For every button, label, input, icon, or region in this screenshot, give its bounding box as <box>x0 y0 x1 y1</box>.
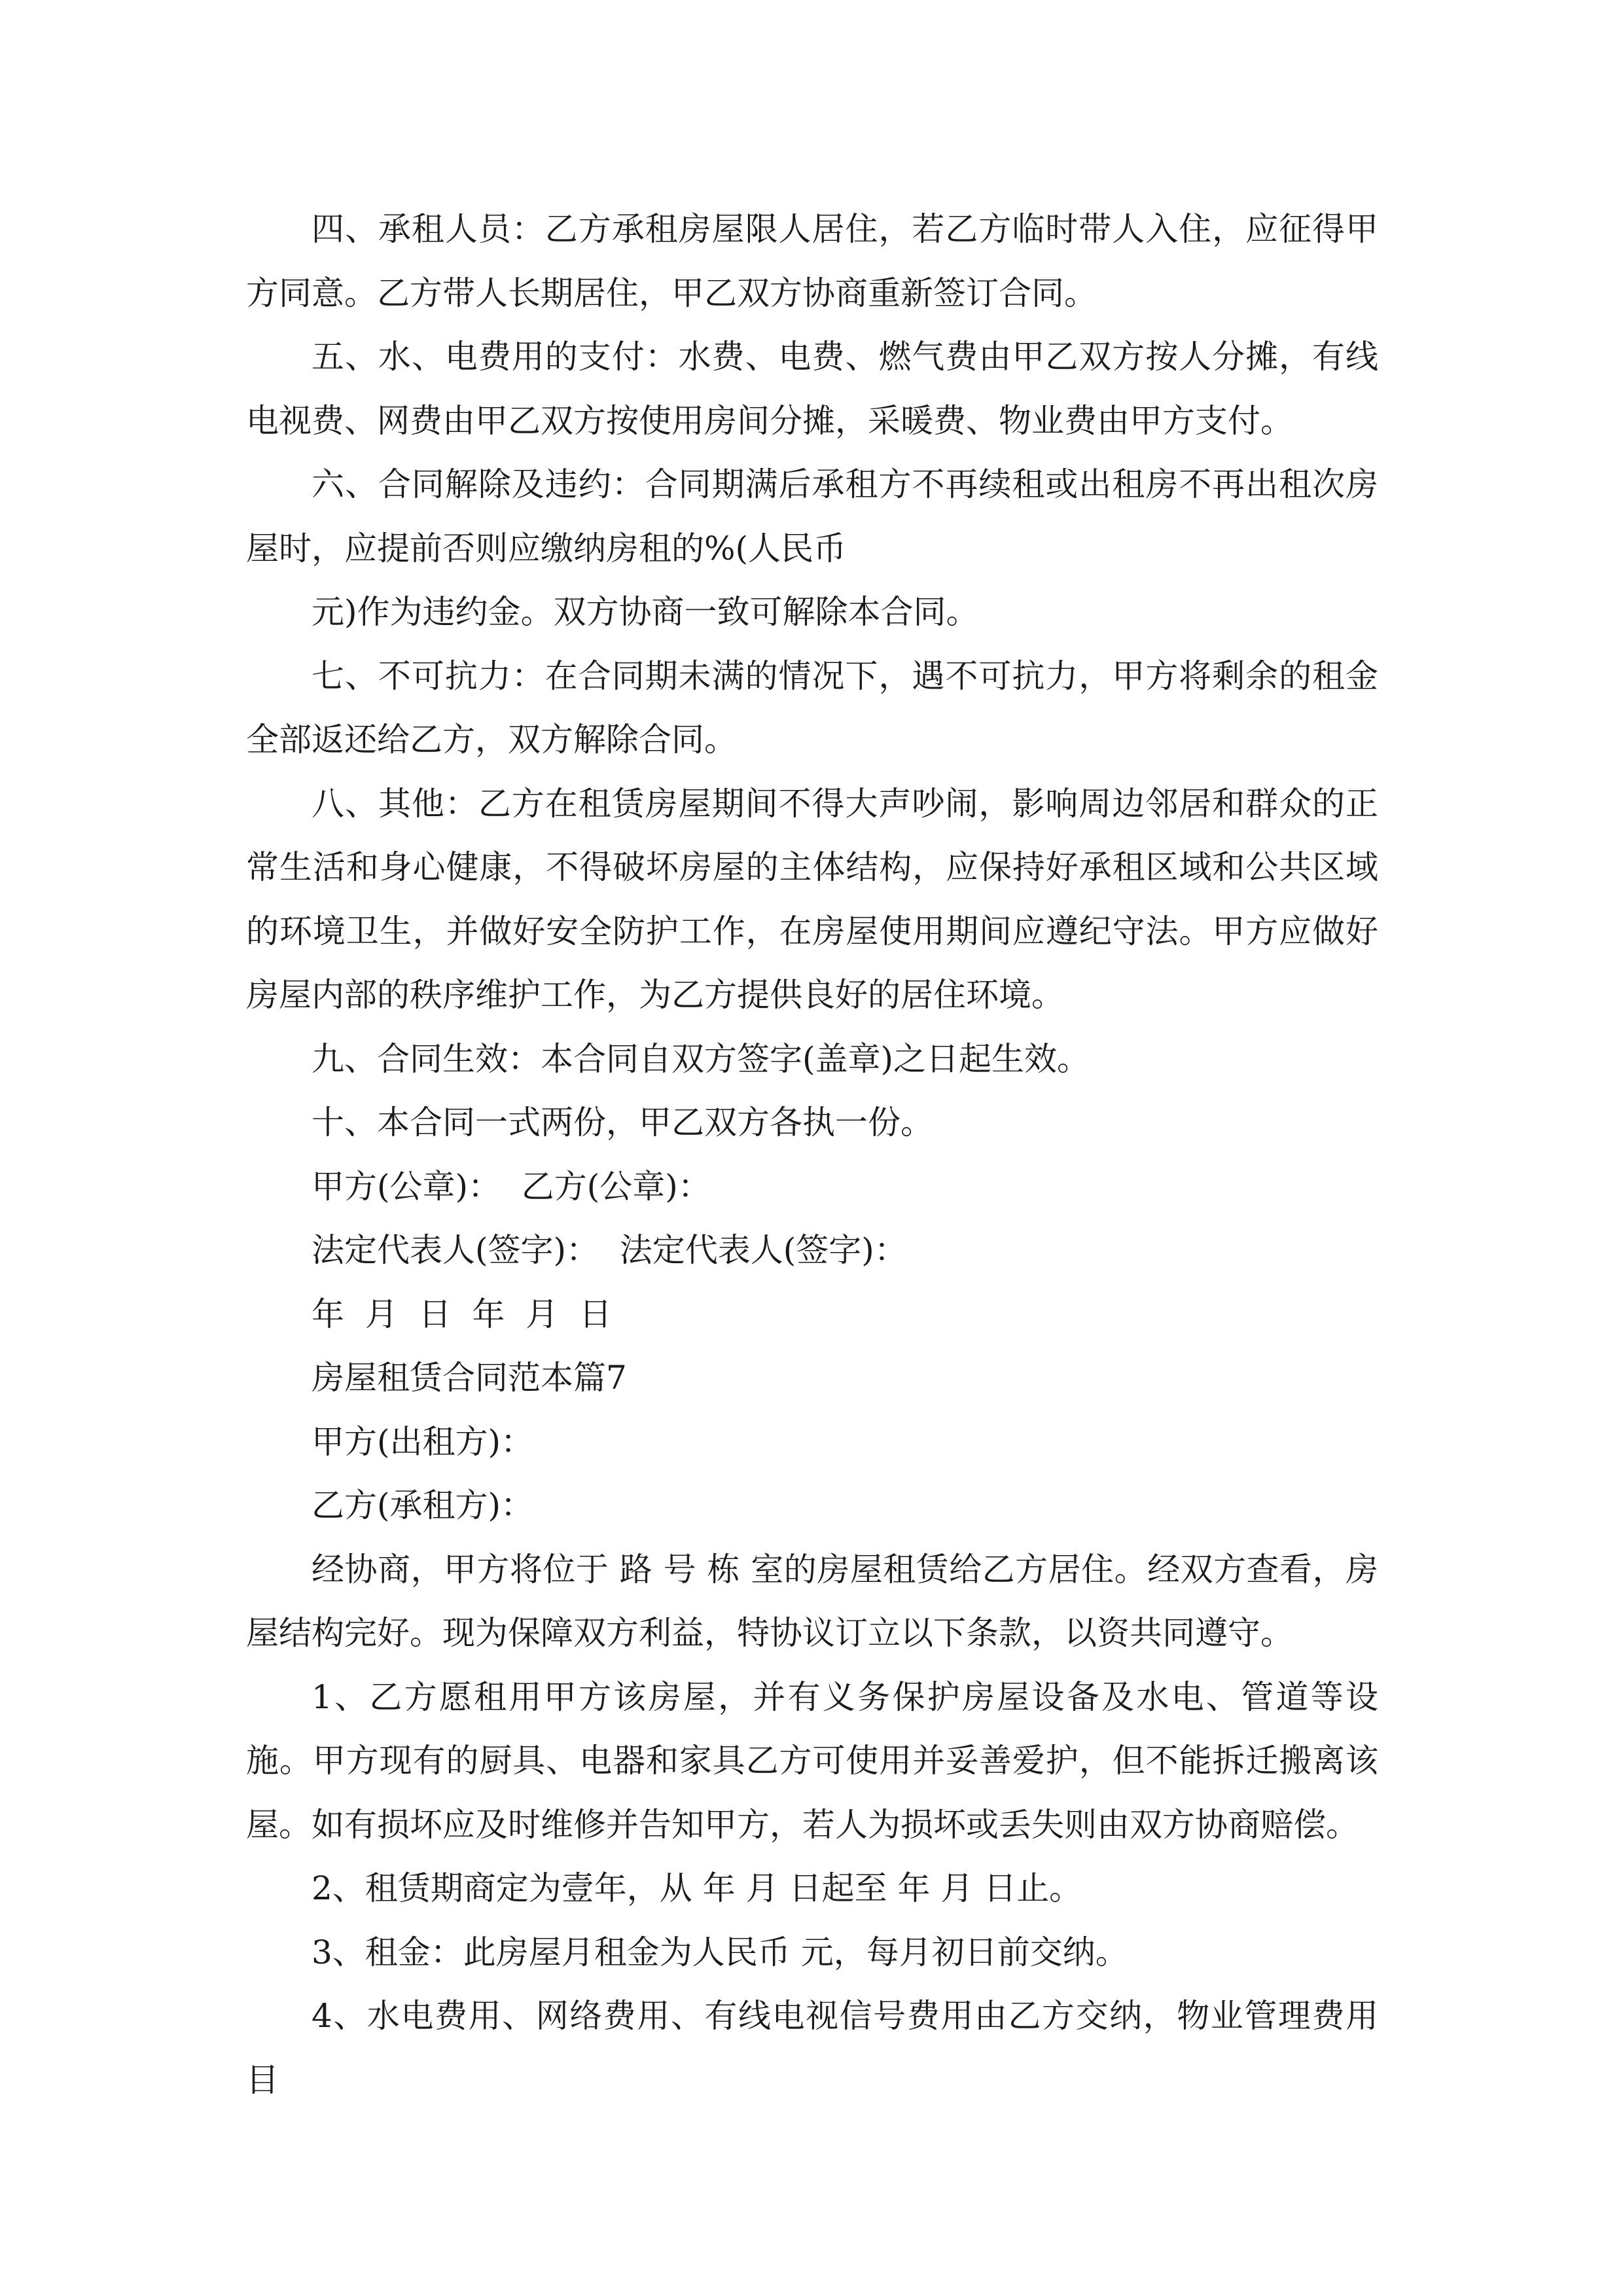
clause-10-copies: 十、本合同一式两份，甲乙双方各执一份。 <box>312 1103 933 1141</box>
clause-6-termination: 六、合同解除及违约：合同期满后承租方不再续租或出租房不再出租次房屋时，应提前否则应缴纳房租的%(人民币 <box>246 465 1378 567</box>
clause-9-effective: 九、合同生效：本合同自双方签字(盖章)之日起生效。 <box>312 1039 1090 1078</box>
clause-4-occupants: 四、承租人员：乙方承租房屋限人居住，若乙方临时带人入住，应征得甲方同意。乙方带人长期居住，甲乙双方协商重新签订合同。 <box>246 210 1378 312</box>
item-3-paragraph: 3、租金：此房屋月租金为人民币 元，每月初日前交纳。 <box>312 1933 1128 1971</box>
item-2-paragraph: 2、租赁期商定为壹年，从 年 月 日起至 年 月 日止。 <box>312 1869 1082 1907</box>
signature-representative-line: 法定代表人(签字)： 法定代表人(签字)： <box>312 1231 907 1269</box>
item-1-paragraph: 1、乙方愿租用甲方该房屋，并有义务保护房屋设备及水电、管道等设施。甲方现有的厨具、电器和家具乙方可使用并妥善爱护，但不能拆迁搬离该屋。如有损坏应及时维修并告知甲方，若人为损坏或丢失则由双方协商赔偿。 <box>246 1677 1378 1844</box>
clause-8-other: 八、其他：乙方在租赁房屋期间不得大声吵闹，影响周边邻居和群众的正常生活和身心健康，不得破坏房屋的主体结构，应保持好承租区域和公共区域的环境卫生，并做好安全防护工作，在房屋使用期间应遵纪守法。甲方应做好房屋内部的秩序维护工作，为乙方提供良好的居住环境。 <box>246 784 1378 1014</box>
item-4-paragraph: 4、水电费用、网络费用、有线电视信号费用由乙方交纳，物业管理费用目 <box>246 1997 1378 2099</box>
section-title: 房屋租赁合同范本篇7 <box>312 1359 627 1397</box>
clause-5-utilities: 五、水、电费用的支付：水费、电费、燃气费由甲乙双方按人分摊，有线电视费、网费由甲乙双方按使用房间分摊，采暖费、物业费由甲方支付。 <box>246 338 1378 440</box>
intro-paragraph: 经协商，甲方将位于 路 号 栋 室的房屋租赁给乙方居住。经双方查看，房屋结构完好。现为保障双方利益，特协议订立以下条款，以资共同遵守。 <box>246 1550 1378 1652</box>
clause-6-termination-continued: 元)作为违约金。双方协商一致可解除本合同。 <box>312 593 979 631</box>
party-a-line: 甲方(出租方)： <box>312 1422 534 1461</box>
signature-date-line: 年 月 日 年 月 日 <box>312 1295 612 1333</box>
clause-7-force-majeure: 七、不可抗力：在合同期未满的情况下，遇不可抗力，甲方将剩余的租金全部返还给乙方，双方解除合同。 <box>246 656 1378 759</box>
signature-seal-line: 甲方(公章)： 乙方(公章)： <box>312 1167 711 1206</box>
party-b-line: 乙方(承租方)： <box>312 1486 534 1524</box>
document-body <box>246 198 1378 2112</box>
